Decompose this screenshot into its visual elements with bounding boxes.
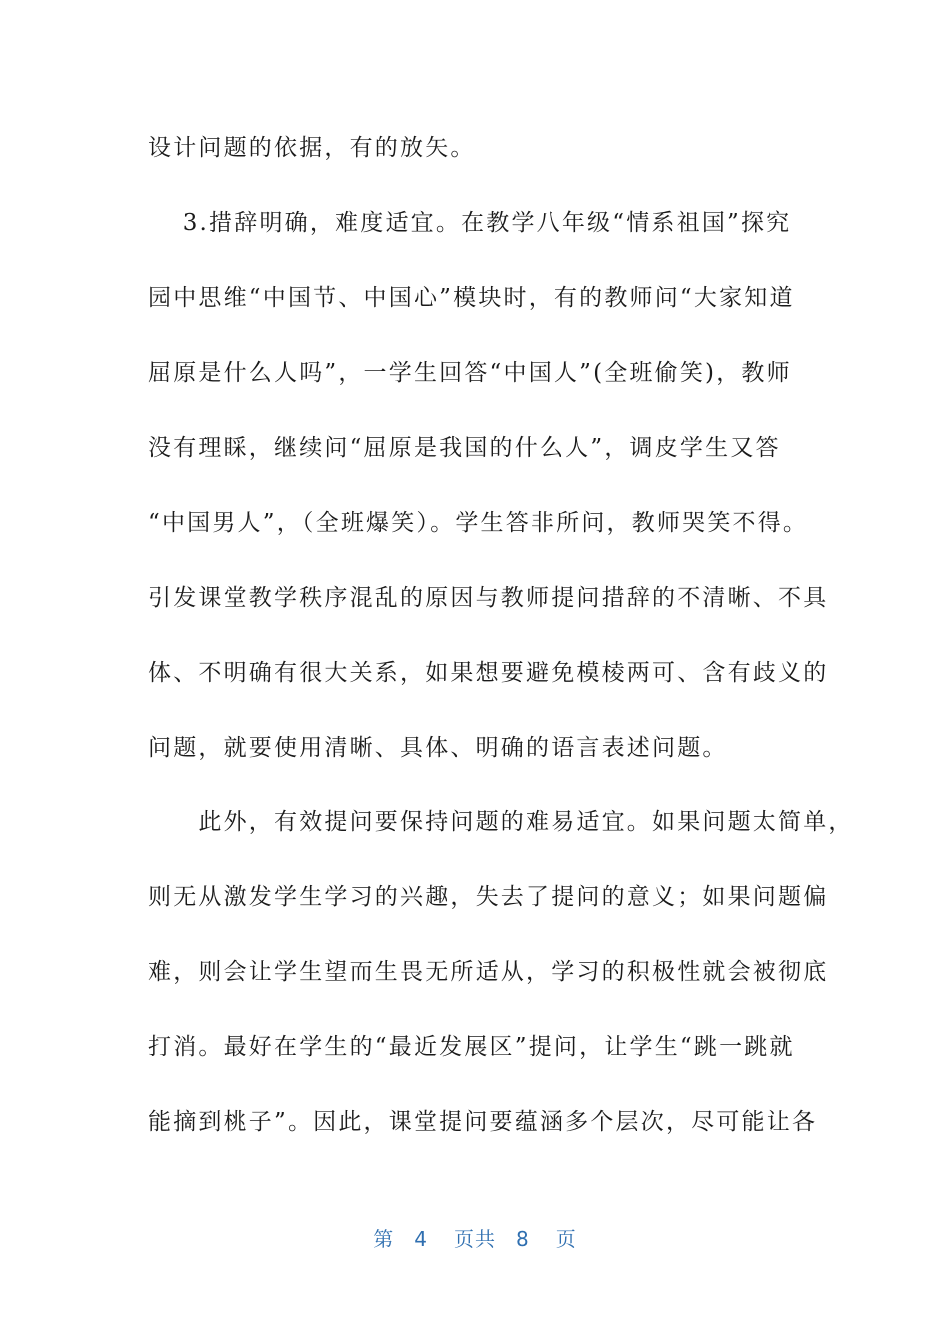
- text-line: 难，则会让学生望而生畏无所适从，学习的积极性就会被彻底: [148, 959, 829, 985]
- text-line: 能摘到桃子”。因此，课堂提问要蕴涵多个层次，尽可能让各: [148, 1109, 818, 1135]
- footer-prefix: 第: [373, 1227, 395, 1251]
- text-line: “中国男人”，（全班爆笑）。学生答非所问，教师哭笑不得。: [148, 510, 809, 536]
- current-page-number: 4: [414, 1227, 428, 1251]
- page-footer: [0, 1225, 950, 1253]
- text-line: 此外，有效提问要保持问题的难易适宜。如果问题太简单，: [148, 809, 854, 835]
- text-line: 体、不明确有很大关系，如果想要避免模棱两可、含有歧义的: [148, 660, 829, 686]
- text-line: 设计问题的依据，有的放矢。: [148, 135, 476, 161]
- total-pages-number: 8: [516, 1227, 530, 1251]
- text-line: 3.措辞明确，难度适宜。在教学八年级“情系祖国”探究: [148, 210, 792, 236]
- footer-suffix: 页: [555, 1227, 577, 1251]
- text-line: 引发课堂教学秩序混乱的原因与教师提问措辞的不清晰、不具: [148, 585, 829, 611]
- text-line: 没有理睬，继续问“屈原是我国的什么人”，调皮学生又答: [148, 435, 781, 461]
- text-line: 则无从激发学生学习的兴趣，失去了提问的意义；如果问题偏: [148, 884, 829, 910]
- text-line: 园中思维“中国节、中国心”模块时，有的教师问“大家知道: [148, 285, 795, 311]
- text-line: 屈原是什么人吗”，一学生回答“中国人”(全班偷笑)，教师: [148, 360, 792, 386]
- text-line: 问题，就要使用清晰、具体、明确的语言表述问题。: [148, 735, 728, 761]
- footer-middle: 页共: [454, 1227, 496, 1251]
- text-line: 打消。最好在学生的“最近发展区”提问，让学生“跳一跳就: [148, 1034, 795, 1060]
